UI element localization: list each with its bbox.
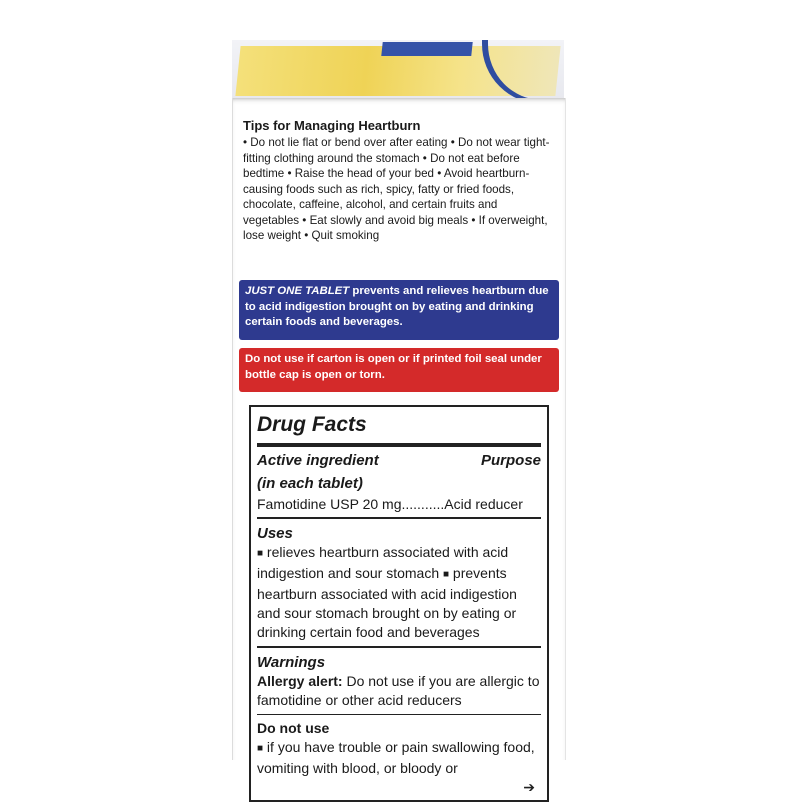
do-not-use-body: if you have trouble or pain swallowing food, vomiting with blood, or bloody or [257,739,535,776]
seal-warning-banner [239,348,559,392]
tips-title: Tips for Managing Heartburn [243,118,421,133]
do-not-use-text [257,738,541,778]
bullet-square-icon: ■ [443,569,450,580]
tips-body: • Do not lie flat or bend over after eating • Do not wear tight-fitting clothing around the stomach • Do not eat before bedtime • Raise the head of your bed • Avoid heartburn-causing foods such as rich, spicy, fatty or fried foods, chocolate, caffeine, alcohol, and certain fruits and vegetables • Eat slowly and avoid big meals • If overweight, lose weight • Quit smoking [243,136,550,242]
one-tablet-emphasis: JUST ONE TABLET [245,285,350,297]
ingredient-line: Famotidine USP 20 mg...........Acid reducer [257,495,541,519]
drug-facts-box [249,405,549,802]
subsection-divider [257,714,541,715]
one-tablet-text: prevents and relieves heartburn due to acid indigestion brought on by eating and drinking certain foods and beverages. [245,285,549,328]
active-ingredient-sub: (in each tablet) [257,475,363,492]
uses-text-1: relieves heartburn associated with acid indigestion and sour stomach [257,544,509,581]
carton-side-panel [232,98,566,795]
bullet-square-icon: ■ [257,743,264,754]
one-tablet-banner [239,280,559,340]
purpose-label: Purpose [480,452,541,469]
do-not-use-title: Do not use [257,720,330,736]
active-ingredient-header [257,451,541,470]
uses-text-2: prevents heartburn associated with acid indigestion and sour stomach brought on by eating or drinking certain food and beverages [257,565,517,640]
continue-arrow-icon: ➔ [523,779,535,795]
carton [232,40,564,795]
allergy-text: Do not use if you are allergic to famotidine or other acid reducers [257,673,540,708]
allergy-alert [257,672,541,710]
seal-warning-text: Do not use if carton is open or if printed foil seal under bottle cap is open or torn. [245,353,542,381]
active-ingredient-subheader [257,474,541,493]
tips-section [243,118,555,244]
bullet-square-icon: ■ [257,548,264,559]
active-ingredient-label: Active ingredient [257,452,379,469]
allergy-label: Allergy alert: [257,673,343,689]
uses-title: Uses [257,525,293,542]
uses-text [257,543,541,642]
blue-flap-stripe [381,42,472,56]
carton-top-flap [232,40,564,100]
section-divider [257,646,541,648]
drug-facts-title: Drug Facts [257,407,541,447]
warnings-title: Warnings [257,654,326,671]
